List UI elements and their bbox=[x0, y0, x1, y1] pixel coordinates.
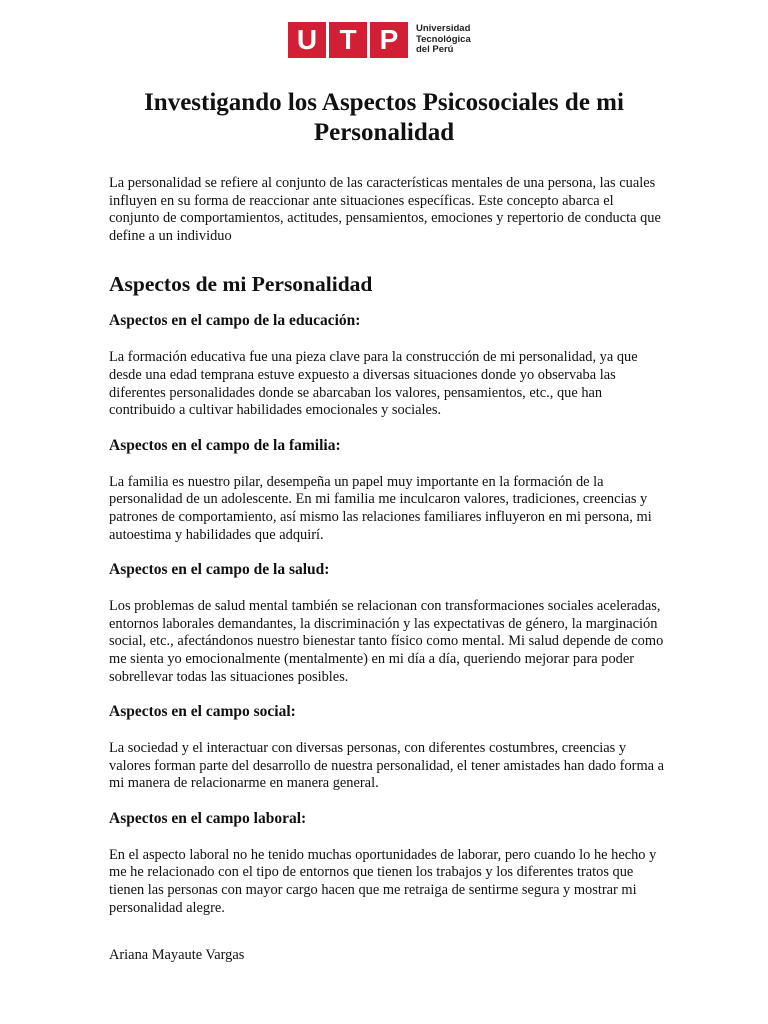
author-name: Ariana Mayaute Vargas bbox=[109, 947, 245, 963]
section-heading: Aspectos en el campo de la educación: bbox=[109, 312, 361, 330]
logo-letter-u: U bbox=[288, 22, 326, 58]
section-health bbox=[109, 561, 665, 686]
document-body bbox=[109, 175, 665, 934]
document-title: Investigando los Aspectos Psicosociales de mi Personalidad bbox=[144, 89, 624, 146]
logo-letter-t: T bbox=[329, 22, 367, 58]
aspects-heading: Aspectos de mi Personalidad bbox=[109, 272, 373, 297]
section-social bbox=[109, 703, 665, 793]
logo-letter-p: P bbox=[370, 22, 408, 58]
section-paragraph: La sociedad y el interactuar con diversas personas, con diferentes costumbres, creencias y valores forman parte del desarrollo de nuestra personalidad, el tener amistades han dado forma a mi manera de relacionarme en manera general. bbox=[109, 740, 665, 792]
logo-line-2: Tecnológica bbox=[416, 33, 471, 45]
section-paragraph: En el aspecto laboral no he tenido muchas oportunidades de laborar, pero cuando lo he hecho y me he relacionado con el tipo de entornos que tienen los trabajos y los diferentes tratos que tienen las personas con mayor cargo hacen que me retraiga de sentirme segura y mostrar mi personalidad alegre. bbox=[109, 846, 657, 916]
logo-line-1: Universidad bbox=[416, 23, 471, 35]
section-heading: Aspectos en el campo laboral: bbox=[109, 809, 307, 827]
section-heading: Aspectos en el campo de la salud: bbox=[109, 561, 330, 579]
section-education bbox=[109, 312, 665, 419]
section-paragraph: La formación educativa fue una pieza clave para la construcción de mi personalidad, ya que desde una edad temprana estuve expuesto a diversas situaciones donde yo observaba las diferentes personalidades donde se abarcaban los valores, pensamientos, etc., que han contribuido a cultivar habilidades emocionales y sociales. bbox=[109, 349, 638, 419]
logo-university-name bbox=[416, 24, 471, 56]
logo-line-3: del Perú bbox=[416, 44, 454, 56]
utp-logo bbox=[288, 22, 471, 58]
intro-paragraph: La personalidad se refiere al conjunto de las características mentales de una persona, las cuales influyen en su forma de reaccionar ante situaciones específicas. Este concepto abarca el conjunto de comportamientos, actitudes, pensamientos, emociones y repertorio de conducta que define a un individuo bbox=[109, 175, 661, 244]
logo-letter-boxes bbox=[288, 22, 408, 58]
section-family bbox=[109, 437, 665, 544]
section-paragraph: Los problemas de salud mental también se relacionan con transformaciones sociales aceleradas, entornos laborales demandantes, la discriminación y las expectativas de género, la marginación social, etc., afectándonos nuestro bienestar tanto físico como mental. Mi salud depende de como me sienta yo emocionalmente (mentalmente) en mi día a día, queriendo mejorar para poder sobrellevar todas las situaciones posibles. bbox=[109, 598, 664, 685]
section-heading: Aspectos en el campo social: bbox=[109, 703, 296, 721]
section-heading: Aspectos en el campo de la familia: bbox=[109, 436, 341, 454]
section-labor bbox=[109, 810, 665, 917]
section-paragraph: La familia es nuestro pilar, desempeña un papel muy importante en la formación de la personalidad de un adolescente. En mi familia me inculcaron valores, tradiciones, creencias y patrones de comportamiento, así mismo las relaciones familiares influyeron en mi persona, mi autoestima y habilidades que adquirí. bbox=[109, 473, 652, 543]
